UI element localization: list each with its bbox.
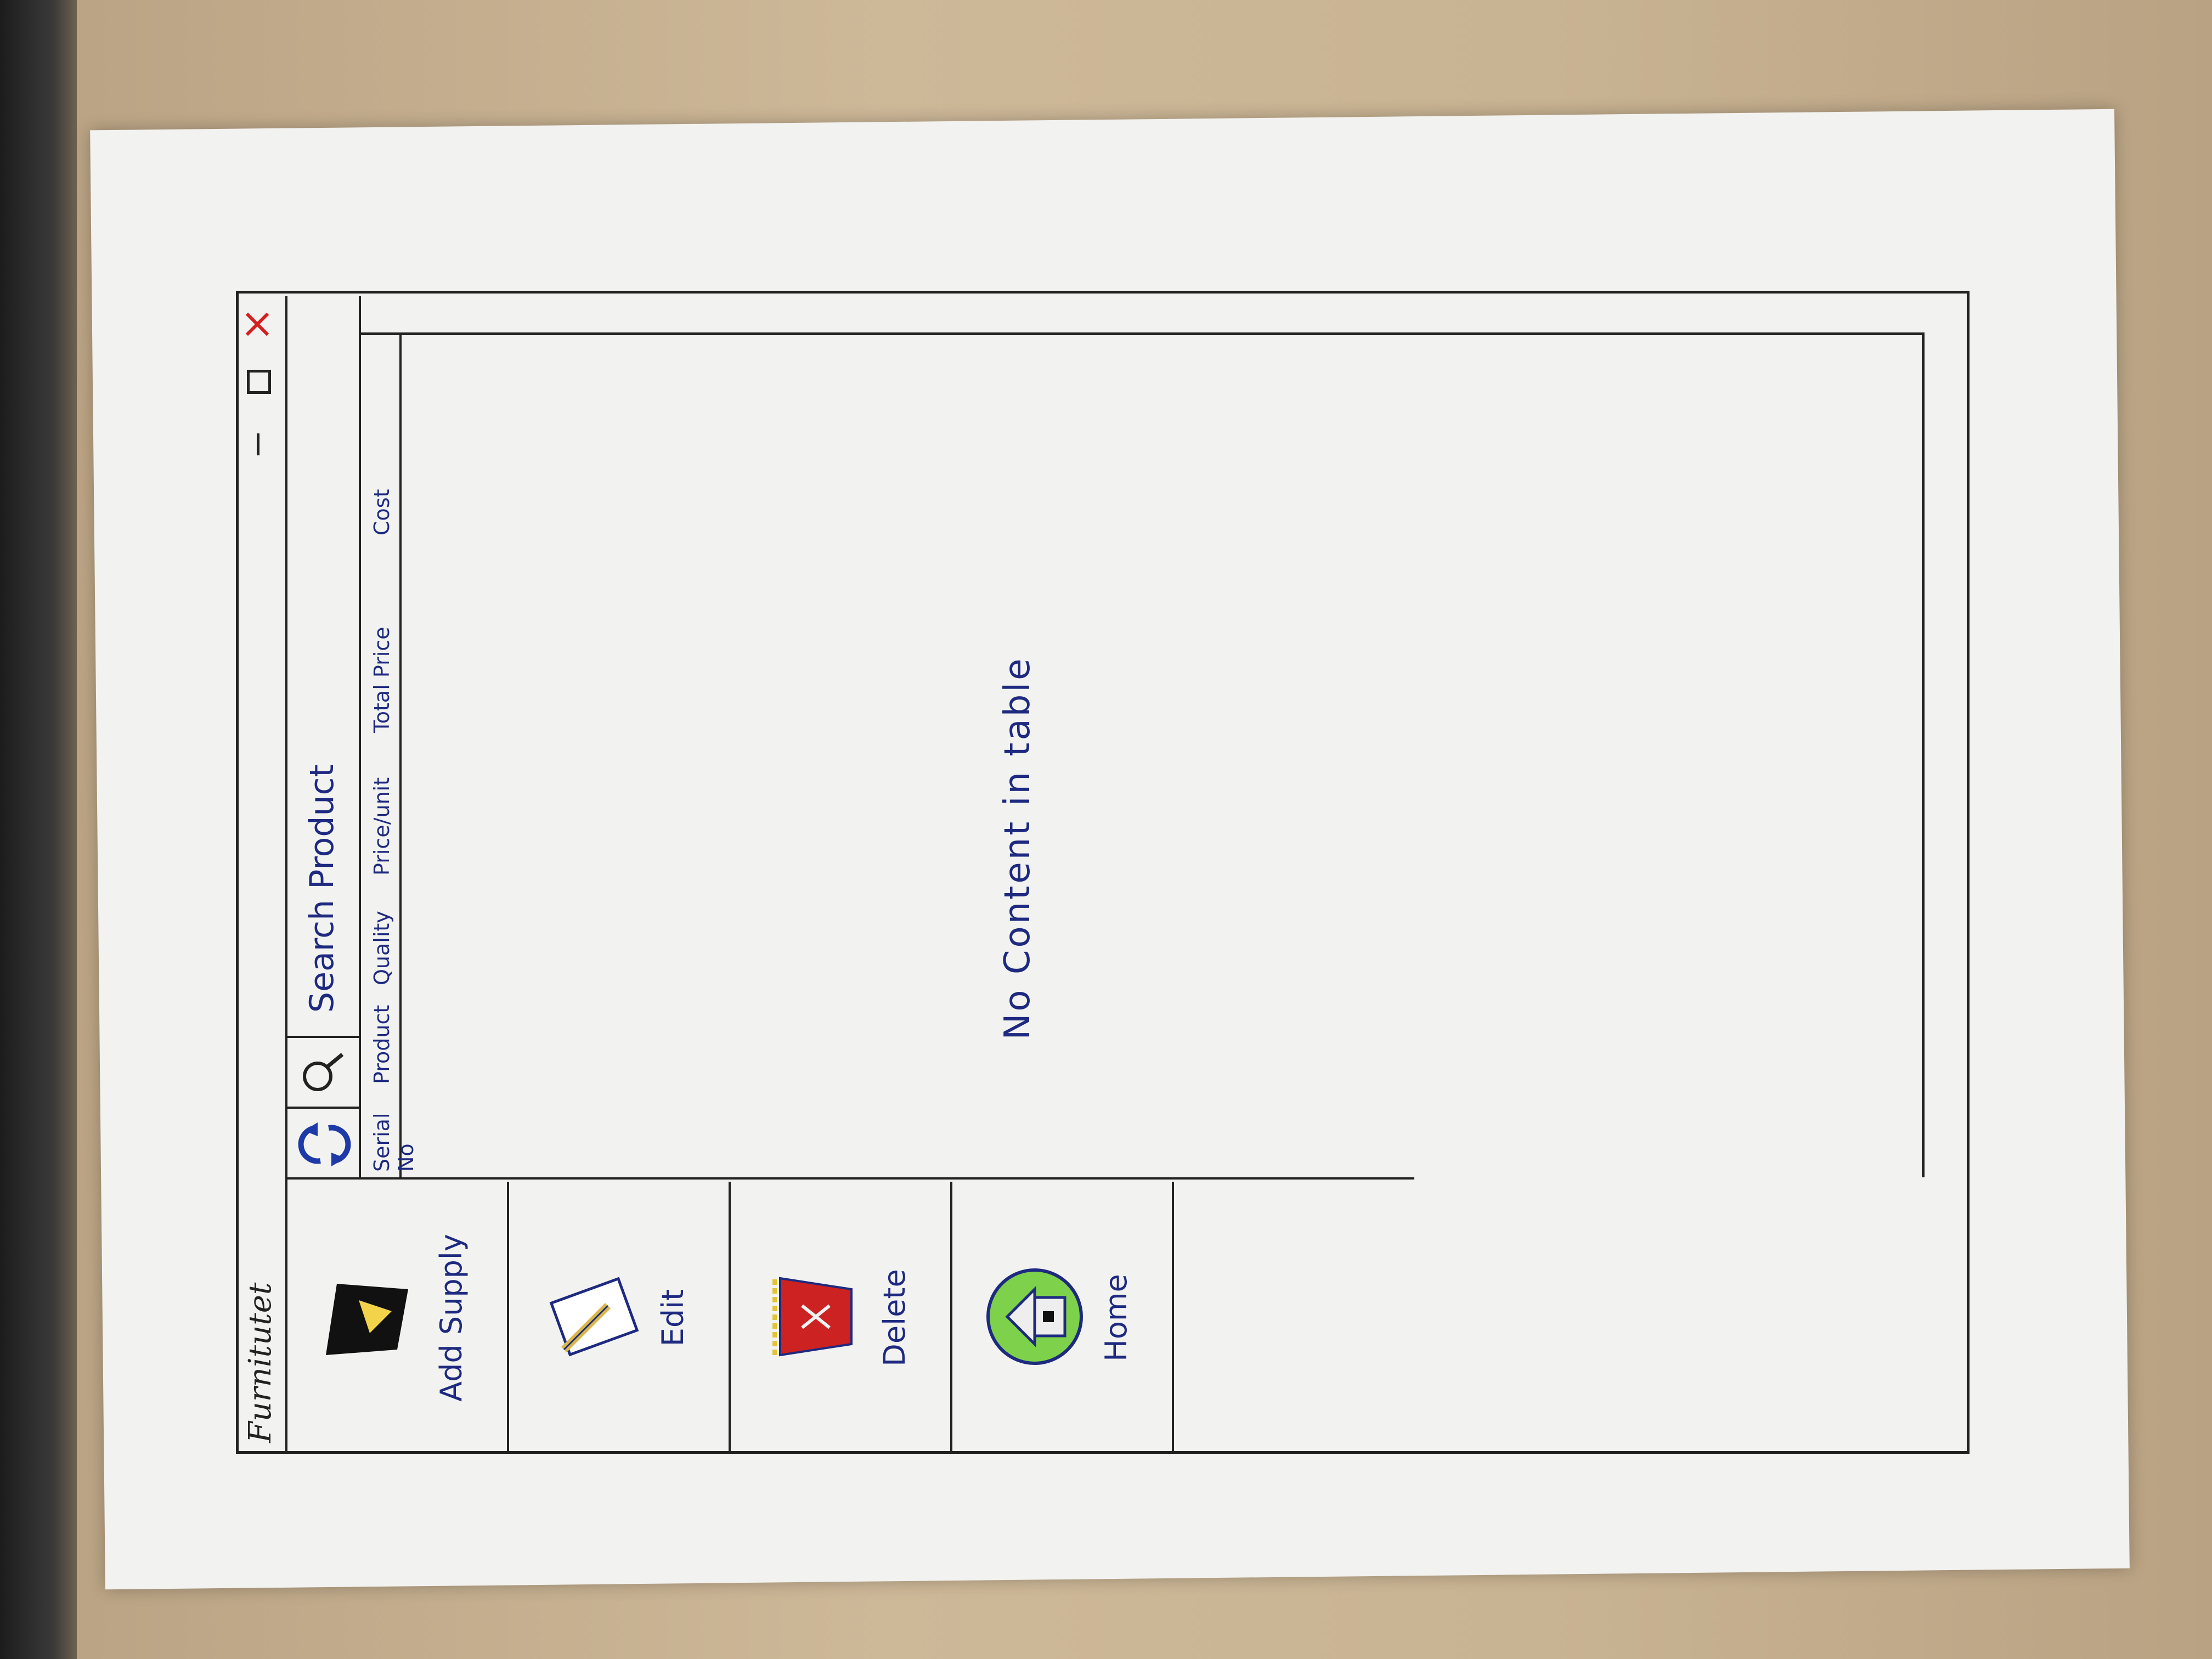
search-icon (287, 1041, 359, 1107)
sidebar-item-label: Home (1099, 1274, 1133, 1362)
maximize-icon[interactable] (240, 368, 273, 400)
data-table (361, 332, 1925, 1177)
column-header[interactable]: Total Price (370, 627, 394, 733)
refresh-icon (287, 1111, 359, 1177)
sidebar-item-delete[interactable] (731, 1182, 952, 1454)
pencil-paper-icon (537, 1267, 646, 1366)
table-header (361, 332, 418, 1177)
minimize-icon[interactable] (240, 428, 273, 461)
sidebar (287, 1177, 1414, 1454)
close-icon[interactable] (240, 307, 273, 340)
desk-edge (0, 0, 77, 1659)
column-header[interactable]: Serial No (370, 1113, 418, 1172)
app-window (236, 291, 1970, 1454)
home-icon (980, 1267, 1090, 1366)
toolbar (287, 296, 361, 1177)
search-input[interactable]: Search Product (303, 764, 341, 1013)
sidebar-item-edit[interactable] (509, 1182, 731, 1454)
column-header[interactable]: Quality (370, 911, 394, 985)
trash-basket-icon (758, 1267, 868, 1366)
sidebar-item-label: Edit (656, 1289, 690, 1347)
main-content (287, 296, 1964, 1177)
sidebar-item-label: Add Supply (434, 1234, 469, 1402)
column-header[interactable]: Price/unit (370, 777, 394, 876)
refresh-button[interactable] (287, 1107, 359, 1177)
sidebar-item-label: Delete (877, 1269, 912, 1367)
sidebar-item-add-supply[interactable] (287, 1182, 509, 1454)
search-button[interactable] (287, 1036, 359, 1107)
box-icon (315, 1267, 425, 1366)
empty-table-message: No Content in table (997, 656, 1038, 1040)
app-title: Furnitutet (242, 1282, 278, 1443)
window-controls (240, 307, 273, 461)
title-bar (236, 296, 287, 1454)
column-header[interactable]: Product (370, 1005, 394, 1084)
sidebar-item-home[interactable] (952, 1182, 1174, 1454)
column-header[interactable]: Cost (370, 489, 394, 535)
